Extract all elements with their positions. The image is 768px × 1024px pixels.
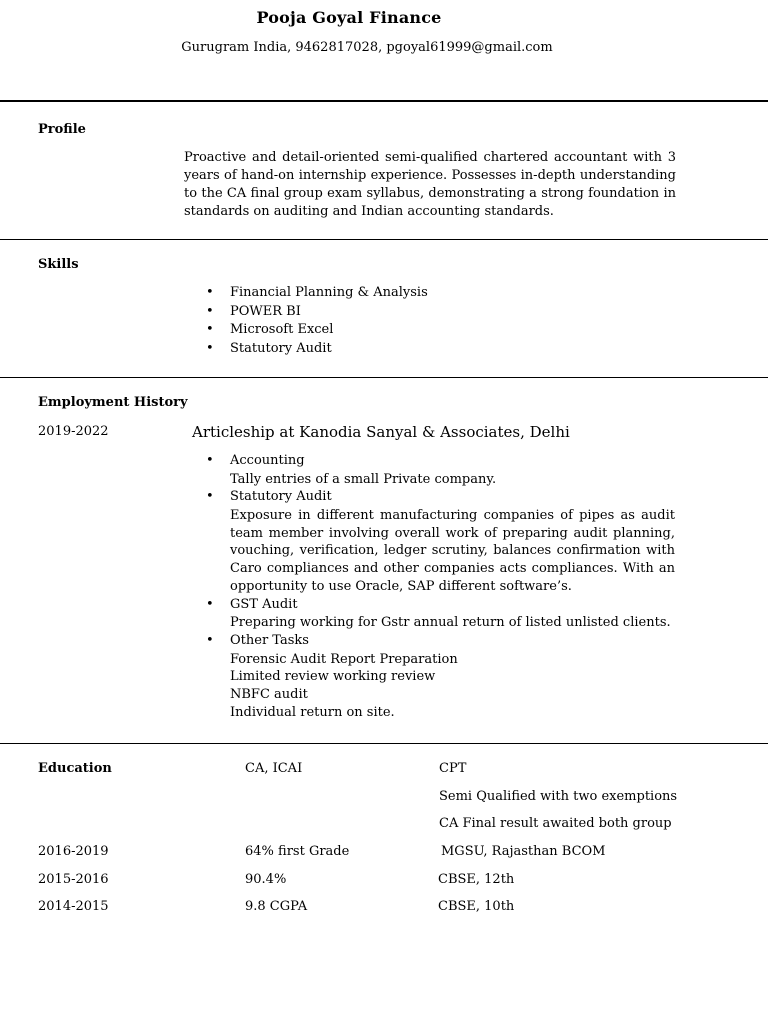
education-period: 2014-2015: [38, 899, 109, 914]
profile-summary: Proactive and detail-oriented semi-qualified chartered accountant with 3 years of hand-on internship experience. Possesses in-depth understanding to the CA final group exam syllabus, demonstrating a strong foundation in standards on auditing and Indian accounting standards.: [184, 150, 676, 219]
task-name: • GST Audit: [230, 596, 298, 612]
task-detail: Tally entries of a small Private company.: [230, 471, 497, 487]
skills-heading: Skills: [38, 257, 79, 272]
skill-item: • POWER BI: [230, 303, 428, 322]
education-result: 9.8 CGPA: [245, 899, 308, 914]
task-name: • Accounting: [230, 453, 305, 468]
task-detail: Forensic Audit Report Preparation: [230, 651, 458, 667]
skill-item: • Statutory Audit: [230, 340, 428, 359]
skills-list: [230, 284, 428, 358]
ca-detail: CPT: [439, 761, 467, 776]
education-institution: MGSU, Rajasthan BCOM: [441, 844, 606, 859]
ca-detail: CA Final result awaited both group: [439, 816, 672, 831]
profile-divider: [0, 239, 768, 240]
task-detail: Preparing working for Gstr annual return of listed unlisted clients.: [230, 615, 671, 631]
task-detail: Limited review working review: [230, 669, 436, 685]
education-period: 2016-2019: [38, 844, 109, 859]
task-item: [230, 596, 675, 632]
job-title: Articleship at Kanodia Sanyal & Associates, Delhi: [192, 423, 570, 441]
education-period: 2015-2016: [38, 872, 109, 887]
education-institution: CBSE, 12th: [438, 872, 515, 887]
task-detail: Individual return on site.: [230, 704, 395, 720]
contact-info: Gurugram India, 9462817028, pgoyal61999@gmail.com: [181, 40, 553, 55]
candidate-name: Pooja Goyal Finance: [256, 8, 442, 27]
header-divider: [0, 100, 768, 102]
task-detail: Exposure in different manufacturing companies of pipes as audit team member involving overall work of preparing audit planning, vouching, verification, ledger scrutiny, balances confirmation with Caro compliances and other companies acts compliances. With an opportunity to use Oracle, SAP different software’s.: [230, 507, 675, 594]
employment-divider: [0, 743, 768, 744]
education-institution: CBSE, 10th: [438, 899, 515, 914]
profile-heading: Profile: [38, 122, 86, 137]
skill-item: • Microsoft Excel: [230, 321, 428, 340]
education-heading: Education: [38, 761, 112, 776]
task-name: • Statutory Audit: [230, 489, 332, 505]
task-list: [230, 452, 675, 722]
ca-qualification: CA, ICAI: [245, 761, 303, 776]
employment-period: 2019-2022: [38, 424, 109, 439]
task-item: [230, 488, 675, 595]
ca-detail: Semi Qualified with two exemptions: [439, 789, 678, 804]
education-result: 64% first Grade: [245, 844, 350, 859]
skills-divider: [0, 377, 768, 378]
education-result: 90.4%: [245, 872, 287, 887]
task-detail: NBFC audit: [230, 687, 308, 703]
skill-item: • Financial Planning & Analysis: [230, 284, 428, 303]
employment-heading: Employment History: [38, 395, 188, 410]
task-item: [230, 452, 675, 488]
task-name: • Other Tasks: [230, 633, 309, 649]
task-item: [230, 632, 675, 722]
